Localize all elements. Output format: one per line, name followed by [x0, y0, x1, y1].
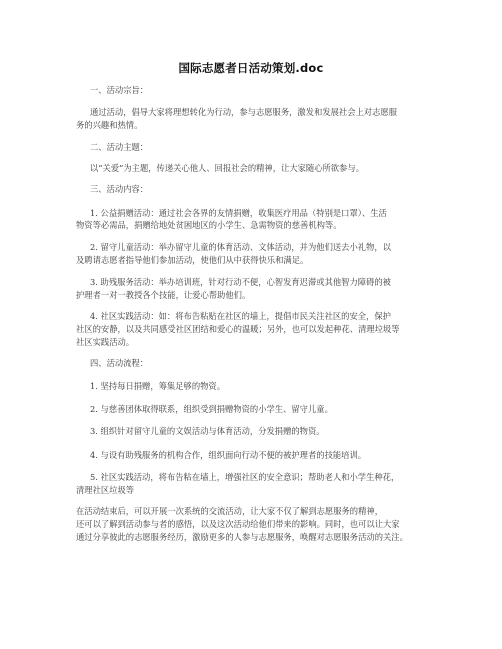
- paragraph-line: 在活动结束后，可以开展一次系统的交流活动，让大家不仅了解到志愿服务的精神，: [76, 506, 383, 516]
- list-item: 3. 组织针对留守儿童的文娱活动与体育活动，分发捐赠的物资。: [90, 426, 325, 436]
- paragraph-line: 以“关爱”为主题，传递关心他人、回报社会的精神，让大家随心所欲参与。: [90, 163, 364, 173]
- paragraph-line: 4. 社区实践活动：如：将布告粘贴在社区的墙上，提倡市民关注社区的安全，保护: [90, 311, 391, 321]
- paragraph-line: 通过活动，倡导大家将理想转化为行动，参与志愿服务，激发和发展社会上对志愿服: [90, 107, 397, 117]
- list-item: 2. 与慈善团体取得联系，组织受到捐赠物资的小学生、留守儿童。: [90, 404, 333, 414]
- paragraph-line: 社区的安静，以及共同感受社区团结和爱心的温暖；另外，也可以发起种花、清理垃圾等: [76, 324, 400, 334]
- paragraph-line: 及聘请志愿者指导他们参加活动，使他们从中获得快乐和满足。: [76, 255, 309, 265]
- list-item: 4. 与设有助残服务的机构合作，组织面向行动不便的被护理者的技能培训。: [90, 450, 367, 460]
- paragraph-line: 务的兴趣和热情。: [76, 120, 143, 130]
- paragraph-line: 护理者一对一教授各个技能，让爱心帮助他们。: [76, 290, 251, 300]
- section-heading-process: 四、活动流程：: [90, 358, 149, 368]
- paragraph-line: 通过分享彼此的志愿服务经历，激励更多的人参与志愿服务，唤醒对志愿服务活动的关注。: [76, 532, 408, 542]
- paragraph-line: 还可以了解到活动参与者的感悟，以及这次活动给他们带来的影响。同时，也可以让大家: [76, 519, 400, 529]
- list-item: 5. 社区实践活动，将布告粘在墙上，增强社区的安全意识；帮助老人和小学生种花，: [90, 472, 400, 482]
- section-heading-theme: 二、活动主题：: [90, 142, 149, 152]
- paragraph-line: 3. 助残服务活动：举办培训班，针对行动不便，心智发育迟滞或其他智力障碍的被: [90, 277, 391, 287]
- document-title: 国际志愿者日活动策划.doc: [178, 61, 324, 75]
- section-heading-content: 三、活动内容：: [90, 184, 149, 194]
- list-item: 清理社区垃圾等: [76, 485, 135, 495]
- section-heading-purpose: 一、活动宗旨：: [90, 85, 149, 95]
- paragraph-line: 2. 留守儿童活动：举办留守儿童的体育活动、文体活动，并为他们送去小礼物，以: [90, 242, 391, 252]
- paragraph-line: 物资等必需品，捐赠给地处贫困地区的小学生、急需物资的慈善机构等。: [76, 220, 342, 230]
- list-item: 1. 坚持每日捐赠，筹集足够的物资。: [90, 381, 226, 391]
- paragraph-line: 1. 公益捐赠活动：通过社会各界的友情捐赠，收集医疗用品（特别是口罩）、生活: [90, 208, 387, 218]
- paragraph-line: 社区实践活动。: [76, 337, 135, 347]
